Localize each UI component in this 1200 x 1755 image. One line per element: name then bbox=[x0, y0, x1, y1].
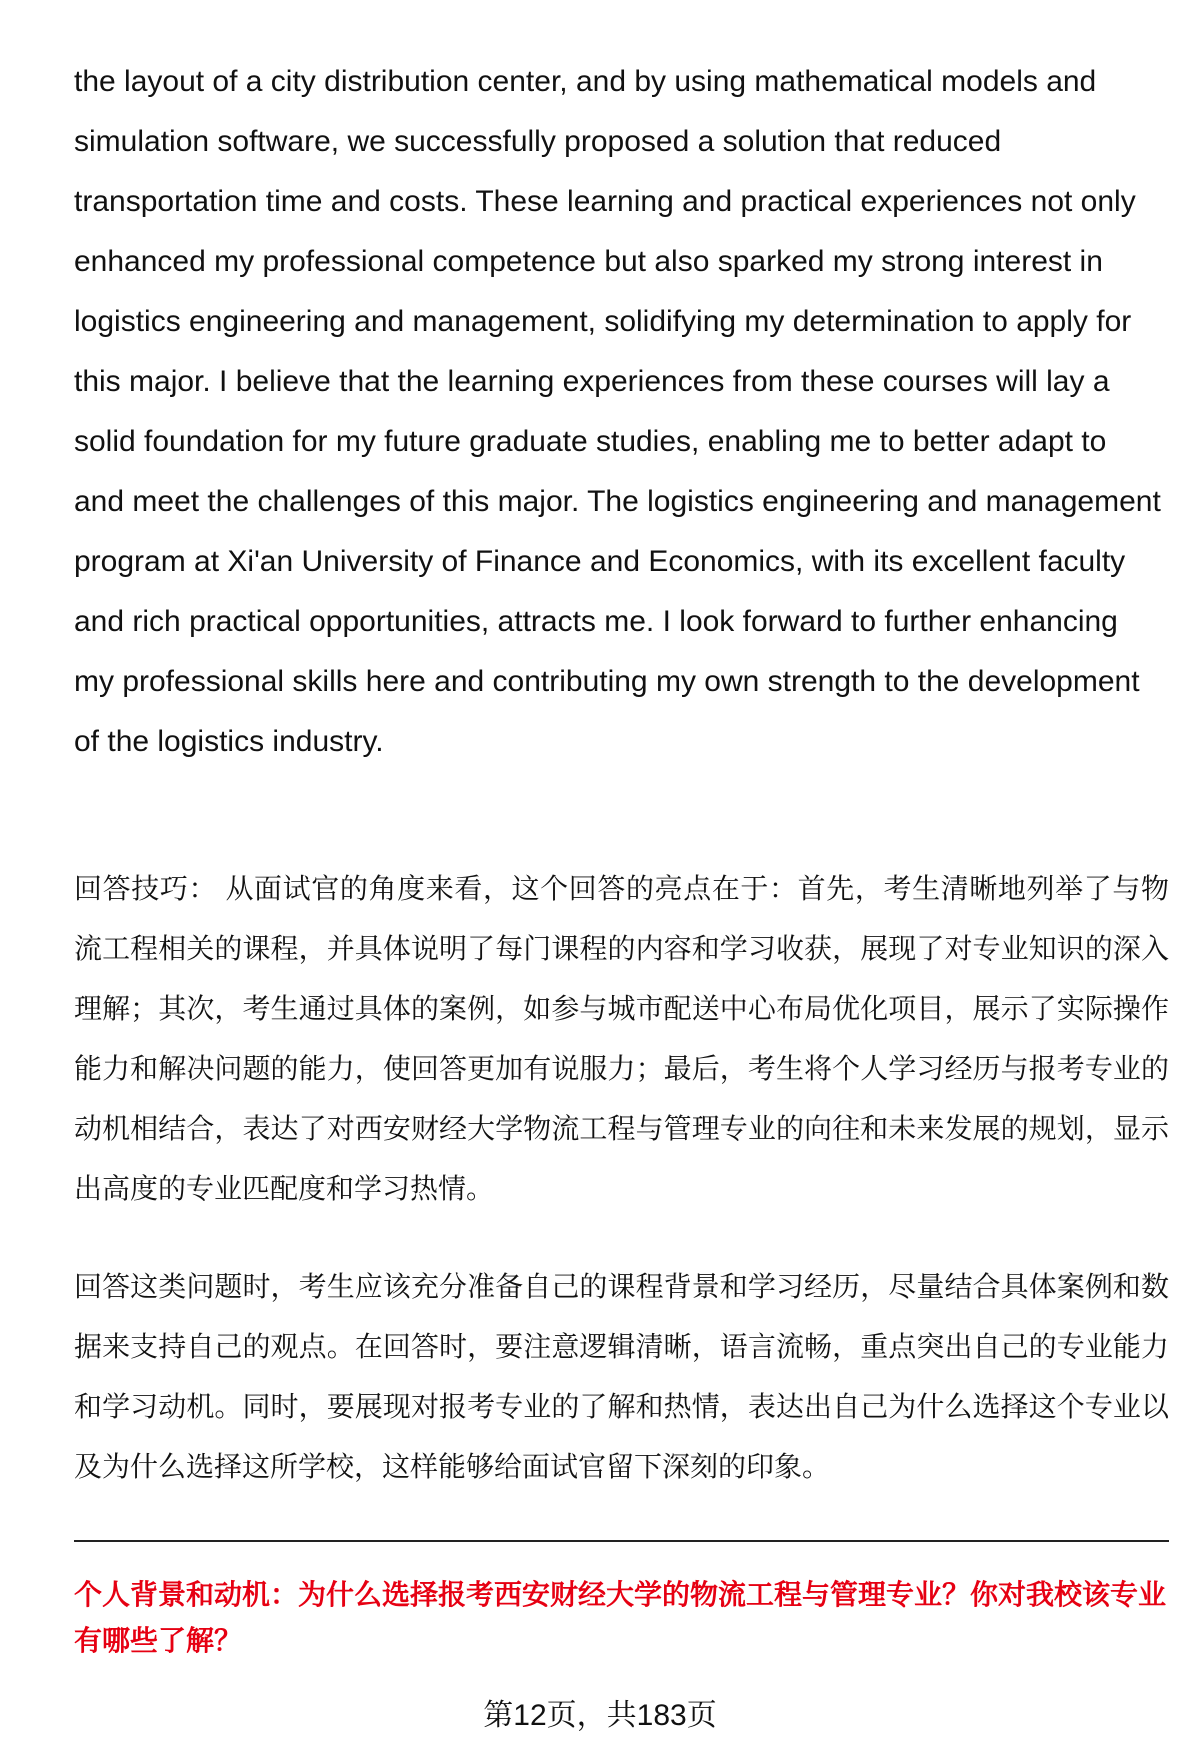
section-divider bbox=[74, 1540, 1169, 1542]
page-indicator: 第12页，共183页 bbox=[483, 1699, 717, 1732]
answer-english-paragraph: the layout of a city distribution center, and by using mathematical models and simulation software, we successfully proposed a solution that reduced transportation time and costs. These learning and practical experiences not only enhanced my professional competence but also sparked my strong interest in logistics engineering and management, solidifying my determination to apply for this major. I believe that the learning experiences from these courses will lay a solid foundation for my future graduate studies, enabling me to better adapt to and meet the challenges of this major. The logistics engineering and management program at Xi'an University of Finance and Economics, with its excellent faculty and rich practical opportunities, attracts me. I look forward to further enhancing my professional skills here and contributing my own strength to the development of the logistics industry. bbox=[74, 65, 1161, 758]
answer-tips-paragraph: 回答技巧： 从面试官的角度来看，这个回答的亮点在于：首先，考生清晰地列举了与物流工程相关的课程，并具体说明了每门课程的内容和学习收获，展现了对专业知识的深入理解；其次，考生通过具体的案例，如参与城市配送中心布局优化项目，展示了实际操作能力和解决问题的能力，使回答更加有说服力；最后，考生将个人学习经历与报考专业的动机相结合，表达了对西安财经大学物流工程与管理专业的向往和未来发展的规划，显示出高度的专业匹配度和学习热情。 bbox=[74, 873, 1169, 1204]
question-heading: 个人背景和动机：为什么选择报考西安财经大学的物流工程与管理专业？你对我校该专业有哪些了解？ bbox=[74, 1579, 1167, 1656]
answer-advice-paragraph: 回答这类问题时，考生应该充分准备自己的课程背景和学习经历，尽量结合具体案例和数据来支持自己的观点。在回答时，要注意逻辑清晰，语言流畅，重点突出自己的专业能力和学习动机。同时，要展现对报考专业的了解和热情，表达出自己为什么选择这个专业以及为什么选择这所学校，这样能够给面试官留下深刻的印象。 bbox=[74, 1271, 1169, 1482]
